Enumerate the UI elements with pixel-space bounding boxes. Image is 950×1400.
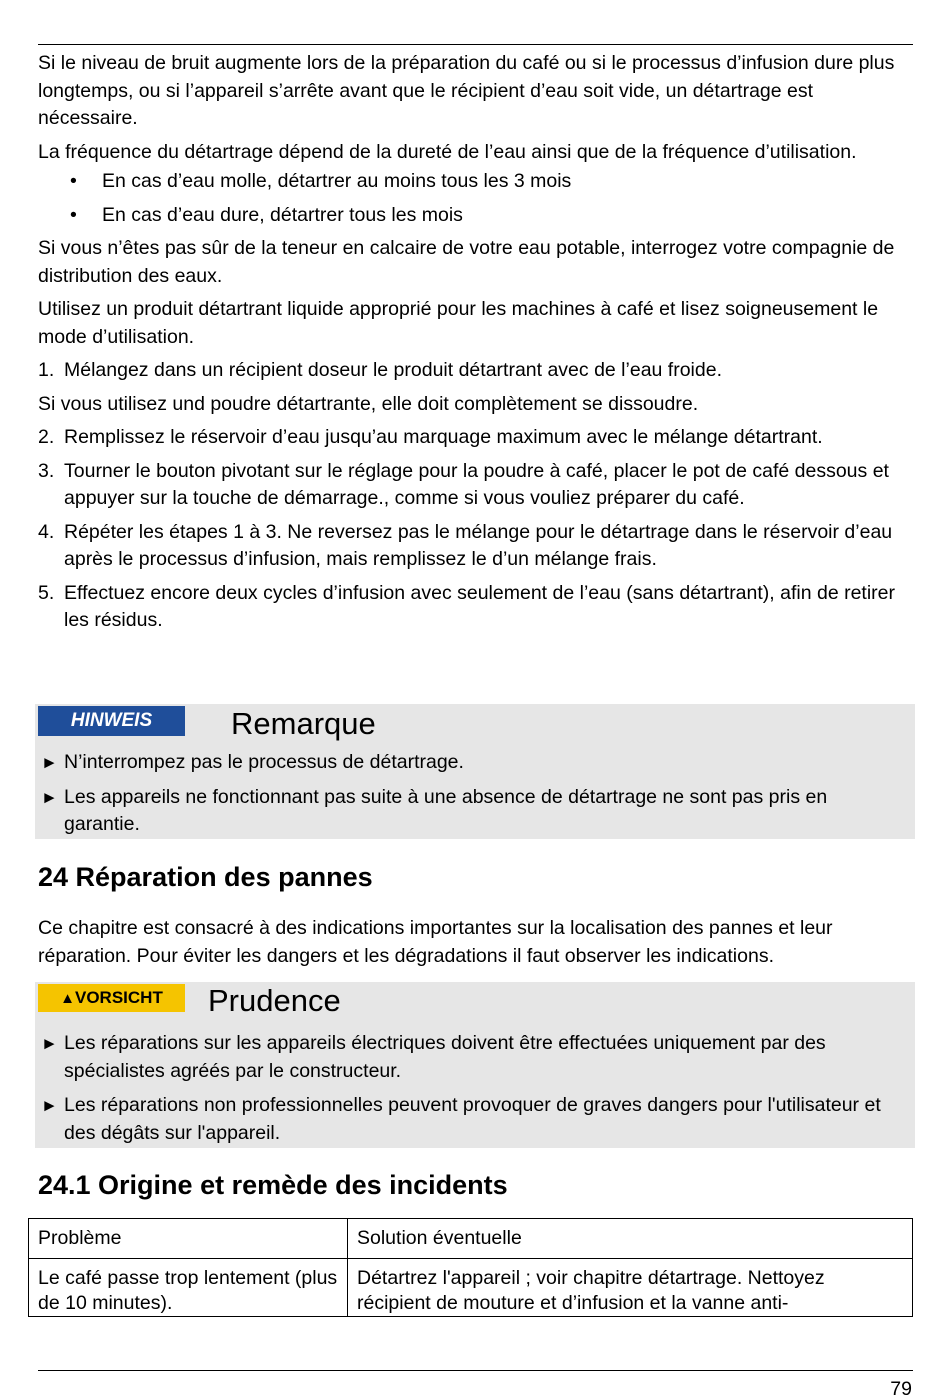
caution-box (35, 982, 915, 1148)
arrow-icon: ► (41, 753, 58, 772)
notice-item (38, 784, 908, 839)
table-header-cell: Problème (29, 1219, 348, 1259)
caution-item-text: Les réparations sur les appareils électriques doivent être effectuées uniquement par des spécialistes agréés par le constructeur. (64, 1032, 826, 1082)
bullet-icon: • (70, 203, 77, 226)
arrow-icon: ► (41, 1096, 58, 1115)
table-cell: Détartrez l'appareil ; voir chapitre détartrage. Nettoyez récipient de mouture et d’infusion et la vanne anti- (348, 1259, 913, 1317)
descaling-text (38, 50, 913, 635)
step-item (38, 519, 913, 574)
table-row (29, 1259, 913, 1317)
step-number: 4. (38, 520, 55, 543)
step-number: 2. (38, 426, 55, 448)
list-item (38, 202, 913, 230)
footer-rule (38, 1370, 913, 1371)
step-item (38, 458, 913, 513)
troubleshooting-table (28, 1218, 913, 1317)
caution-badge (38, 984, 185, 1012)
top-rule (38, 44, 913, 45)
paragraph: La fréquence du détartrage dépend de la dureté de l’eau ainsi que de la fréquence d’utilisation. (38, 140, 857, 163)
step-text: Effectuez encore deux cycles d’infusion avec seulement de l’eau (sans détartrant), afin de retirer les résidus. (64, 581, 896, 631)
paragraph: Utilisez un produit détartrant liquide approprié pour les machines à café et lisez soigneusement le mode d’utilisation. (38, 298, 879, 348)
notice-item-text: N’interrompez pas le processus de détartrage. (64, 751, 464, 773)
table-header-row (29, 1219, 913, 1259)
subsection-heading: 24.1 Origine et remède des incidents (38, 1170, 508, 1200)
step-item (38, 424, 913, 452)
step-text: Tourner le bouton pivotant sur le réglage pour la poudre à café, placer le pot de café dessous et appuyer sur la touche de démarrage., comme si vous vouliez préparer du café. (64, 459, 889, 509)
page-number: 79 (890, 1378, 912, 1400)
notice-item (38, 749, 908, 777)
notice-box (35, 704, 915, 839)
bullet-icon: • (70, 170, 77, 192)
notice-badge: HINWEIS (38, 706, 185, 736)
list-item (38, 168, 913, 196)
paragraph: Ce chapitre est consacré à des indications importantes sur la localisation des pannes et leur réparation. Pour éviter les dangers et les dégradations il faut observer les indications. (38, 917, 833, 967)
caution-badge-label: VORSICHT (75, 988, 163, 1007)
list-item-text: En cas d’eau molle, détartrer au moins tous les 3 mois (102, 170, 572, 192)
paragraph: Si vous utilisez und poudre détartrante, elle doit complètement se dissoudre. (38, 392, 699, 415)
caution-item (38, 1030, 908, 1085)
caution-title: Prudence (208, 983, 341, 1018)
arrow-icon: ► (41, 787, 58, 807)
arrow-icon: ► (41, 1034, 58, 1053)
step-item (38, 357, 913, 385)
step-text: Répéter les étapes 1 à 3. Ne reversez pas le mélange pour le détartrage dans le réservoir d’eau après le processus d’infusion, mais remplissez le d’un mélange frais. (64, 520, 893, 570)
section-heading: 24 Réparation des pannes (38, 862, 373, 892)
section-paragraph (38, 915, 913, 970)
table-header-cell: Solution éventuelle (348, 1219, 913, 1259)
step-number: 5. (38, 581, 55, 604)
list-item-text: En cas d’eau dure, détartrer tous les mois (102, 203, 463, 226)
table-cell: Le café passe trop lentement (plus de 10 minutes). (29, 1259, 348, 1317)
warning-triangle-icon: ▲ (60, 990, 75, 1007)
step-item (38, 580, 913, 635)
caution-item (38, 1092, 908, 1147)
notice-item-text: Les appareils ne fonctionnant pas suite à une absence de détartrage ne sont pas pris en garantie. (64, 785, 828, 835)
step-number: 1. (38, 359, 55, 381)
step-text: Mélangez dans un récipient doseur le produit détartrant avec de l’eau froide. (64, 359, 722, 381)
paragraph: Si vous n’êtes pas sûr de la teneur en calcaire de votre eau potable, interrogez votre compagnie de distribution des eaux. (38, 237, 895, 287)
notice-title: Remarque (231, 706, 376, 741)
caution-item-text: Les réparations non professionnelles peuvent provoquer de graves dangers pour l'utilisateur et des dégâts sur l'appareil. (64, 1094, 881, 1144)
step-text: Remplissez le réservoir d’eau jusqu’au marquage maximum avec le mélange détartrant. (64, 426, 823, 448)
step-number: 3. (38, 459, 55, 482)
paragraph: Si le niveau de bruit augmente lors de la préparation du café ou si le processus d’infusion dure plus longtemps, ou si l’appareil s’arrête avant que le récipient d’eau soit vide, un détartrage est nécessaire. (38, 52, 895, 129)
